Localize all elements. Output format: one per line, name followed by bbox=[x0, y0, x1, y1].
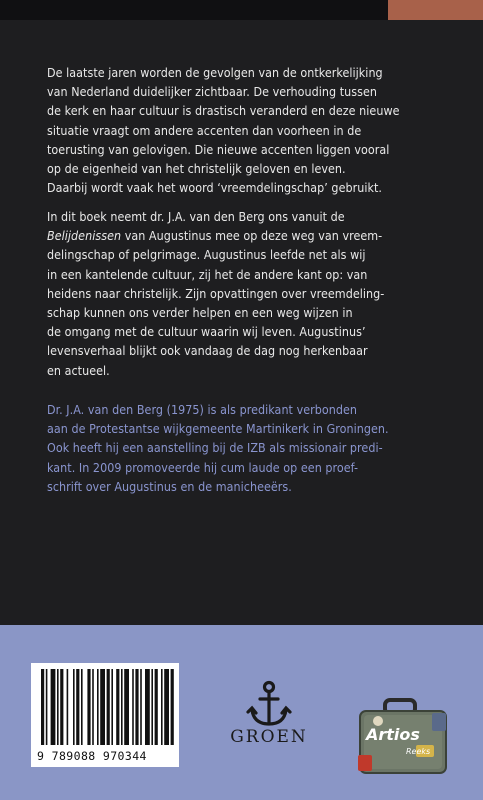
barcode-bar bbox=[97, 669, 99, 745]
text-line: en actueel. bbox=[47, 362, 110, 378]
text-line: situatie vraagt om andere accenten dan voorheen in de bbox=[47, 122, 362, 138]
barcode-bar bbox=[92, 669, 94, 745]
text-line: Dr. J.A. van den Berg (1975) is als predikant verbonden bbox=[47, 402, 358, 417]
barcode-bar bbox=[60, 669, 63, 745]
barcode-bar bbox=[121, 669, 123, 745]
barcode bbox=[31, 663, 179, 767]
text-line: toerusting van gelovigen. Die nieuwe accenten liggen vooral bbox=[47, 141, 390, 157]
text-line: aan de Protestantse wijkgemeente Martinikerk in Groningen. bbox=[47, 421, 389, 437]
text-fragment: van Augustinus mee op deze weg van vreem- bbox=[121, 228, 383, 244]
barcode-bar bbox=[46, 669, 48, 745]
barcode-bar bbox=[57, 669, 59, 745]
text-line: de kerk en haar cultuur is drastisch veranderd en deze nieuwe bbox=[47, 103, 400, 119]
barcode-bar bbox=[116, 669, 119, 745]
text-line: kant. In 2009 promoveerde hij cum laude op een proef- bbox=[47, 459, 359, 475]
text-line: delingschap of pelgrimage. Augustinus leefde net als wij bbox=[47, 247, 366, 263]
barcode-bar bbox=[124, 669, 129, 745]
barcode-bar bbox=[67, 669, 69, 745]
barcode-bar bbox=[41, 669, 44, 745]
barcode-bar bbox=[76, 669, 79, 745]
series-name: Artios bbox=[366, 725, 420, 744]
barcode-bar bbox=[81, 669, 83, 745]
anchor-icon bbox=[214, 680, 324, 728]
text-line: In dit boek neemt dr. J.A. van den Berg ons vanuit de bbox=[47, 209, 345, 224]
text-line: levensverhaal blijkt ook vandaag de dag nog herkenbaar bbox=[47, 343, 368, 359]
text-line: op de eigenheid van het christelijk geloven en leven. bbox=[47, 161, 346, 177]
text-line: De laatste jaren worden de gevolgen van de ontkerkelijking bbox=[47, 65, 383, 80]
publisher-logo bbox=[214, 680, 324, 750]
text-line: Ook heeft hij een aanstelling bij de IZB als missionair predi- bbox=[47, 440, 383, 456]
series-logo bbox=[358, 697, 448, 777]
author-bio bbox=[47, 400, 442, 496]
text-line: schrift over Augustinus en de manicheeërs. bbox=[47, 478, 292, 494]
blurb-paragraph-2 bbox=[47, 207, 442, 380]
barcode-bar bbox=[161, 669, 163, 745]
text-line: Daarbij wordt vaak het woord ‘vreemdelingschap’ gebruikt. bbox=[47, 180, 383, 196]
text-line: heidens naar christelijk. Zijn opvattingen over vreemdeling- bbox=[47, 285, 385, 301]
barcode-bar bbox=[111, 669, 113, 745]
barcode-bar bbox=[151, 669, 153, 745]
blurb-paragraph-1 bbox=[47, 63, 442, 197]
barcode-bar bbox=[164, 669, 169, 745]
barcode-bars bbox=[31, 663, 179, 751]
barcode-bar bbox=[145, 669, 150, 745]
text-line: schap kunnen ons verder helpen en een weg wijzen in bbox=[47, 305, 353, 321]
top-accent-bar bbox=[388, 0, 483, 20]
barcode-bar bbox=[87, 669, 90, 745]
isbn-number: 9 789088 970344 bbox=[37, 749, 147, 763]
barcode-bar bbox=[107, 669, 110, 745]
barcode-bar bbox=[135, 669, 138, 745]
barcode-bar bbox=[155, 669, 158, 745]
barcode-bar bbox=[132, 669, 134, 745]
text-line: de omgang met de cultuur waarin wij leven. Augustinus’ bbox=[47, 324, 366, 340]
barcode-bar bbox=[73, 669, 75, 745]
text-line: in een kantelende cultuur, zij het de andere kant op: van bbox=[47, 266, 368, 282]
barcode-bar bbox=[171, 669, 174, 745]
barcode-bar bbox=[100, 669, 105, 745]
barcode-bar bbox=[140, 669, 142, 745]
book-title-italic: Belijdenissen bbox=[47, 228, 122, 244]
series-tag: Reeks bbox=[406, 747, 431, 756]
publisher-name: GROEN bbox=[230, 727, 308, 747]
barcode-bar bbox=[51, 669, 56, 745]
text-line: van Nederland duidelijker zichtbaar. De verhouding tussen bbox=[47, 84, 378, 100]
text-line bbox=[47, 226, 442, 245]
